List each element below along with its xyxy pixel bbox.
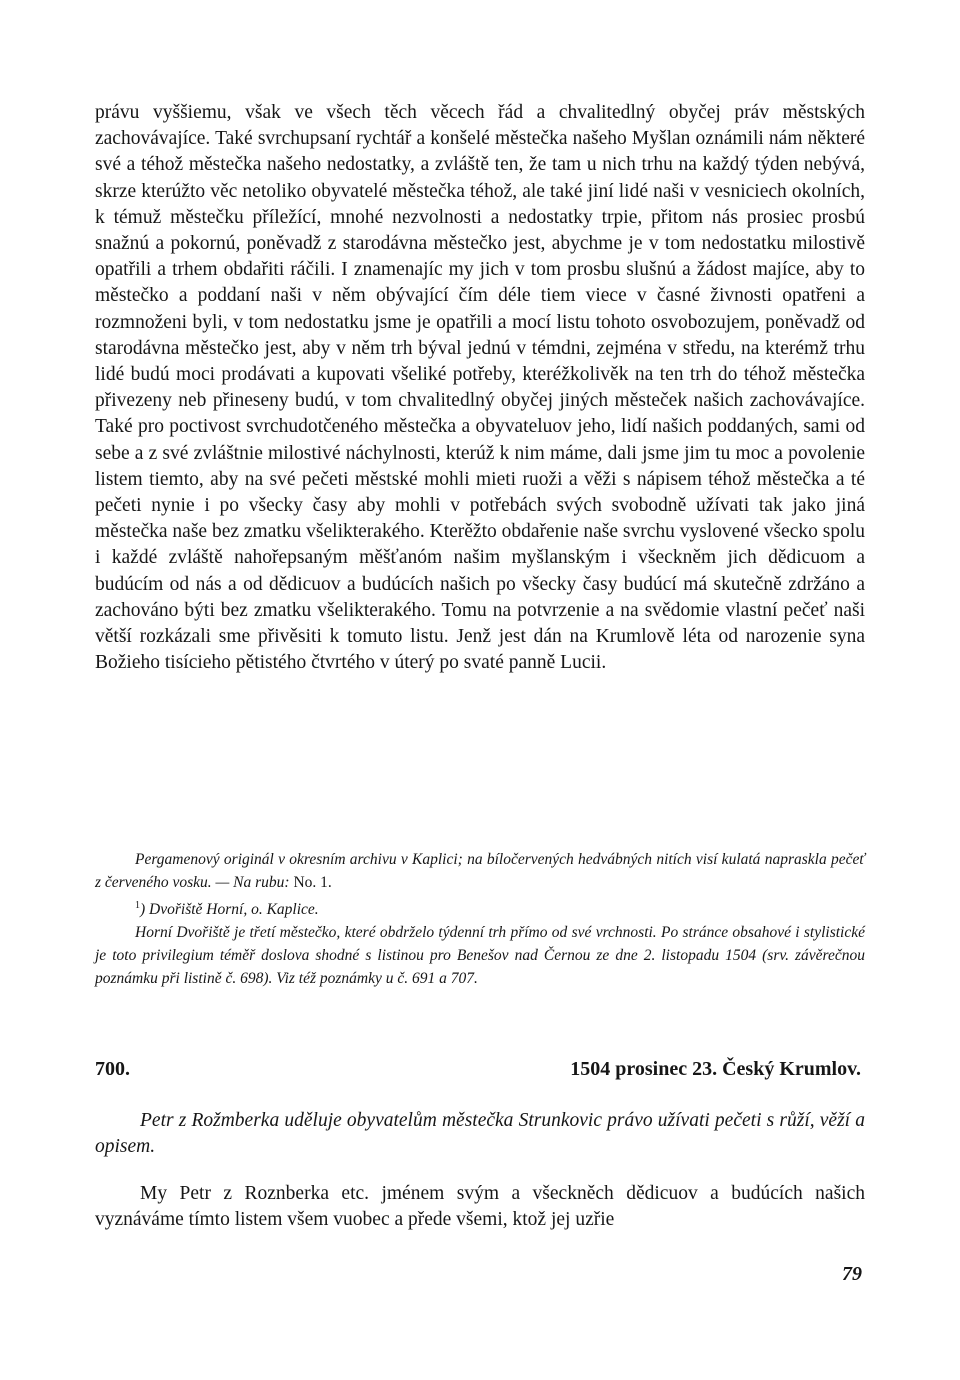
commentary-note: Horní Dvořiště je třetí městečko, které obdrželo týdenní trh přímo od své vrchnosti. Po stránce obsahové i stylistické je toto privilegium téměř doslova shodné s listinou pro Benešov nad Černou ze dne 2. listopadu 1504 (srv. závěrečnou poznámku při listině č. 698). Viz též poznámky u č. 691 a 707. bbox=[95, 924, 865, 988]
document-date-place: 1504 prosinec 23. Český Krumlov. bbox=[570, 1058, 861, 1080]
main-text-block bbox=[95, 100, 865, 676]
source-note bbox=[95, 848, 865, 894]
document-regest: Petr z Rožmberka uděluje obyvatelům městečka Strunkovic právo užívati pečeti s růží, věží a opisem. bbox=[95, 1110, 865, 1157]
main-paragraph: právu vyššiemu, však ve všech těch věcech řád a chvalitedlný obyčej práv městských zachovávajíce. Také svrchupsaní rychtář a konšelé městečka našeho Myšlan oznámili nám některé své a téhož městečka našeho nedostatky, a zvláště ten, že tam u nich trhu na každý týden nebývá, skrze kterúžto věc netoliko obyvatelé městečka téhož, ale také jiní lidé naši v vesniciech okolních, k témuž městečku příležící, mnohé nezvolnosti a nedostatky trpie, přitom nás prosiec prosbú snažnú a pokornú, poněvadž z starodávna městečko jest, abychme je v tom nedostatku milostivě opatřili a trhem obdařiti ráčili. I znamenajíc my jich v tom prosbu slušnú a žádost majíce, aby to městečko a poddaní naši v něm obývající čím déle tiem viece v časné živnosti opatřeni a rozmnoženi byli, v tom nedostatku jsme je opatřili a mocí listu tohoto osvobozujem, poněvadž od starodávna městečko jest, aby v něm trh býval jednú v témdni, zejména v středu, na kterémž trhu lidé budú moci prodávati a kupovati všeliké potřeby, kteréžkolivěk na ten trh do téhož městečka přivezeny neb přineseny budú, v tom chvalitedlný obyčej jiných městeček našich zachovávajíce. Také pro poctivost svrchudotčeného městečka a obyvateluov jeho, lidí našich poddaných, sami od sebe a z své zvláštnie milostivé náchylnosti, kterúž k nim máme, dali jsme jim tu moc a povolenie listem tiemto, aby na své pečeti městské mohli mieti ruoži a věži s nápisem téhož městečka a té pečeti nynie i po všecky časy aby mohli v potřebách svých svobodně užívati tak jako jiná městečka naše bez zmatku všelikterakého. Kterěžto obdařenie naše svrchu vyslovené všecko spolu i každé zvláště nahořepsaným měšťanóm našim myšlanským i všeckněm jich dědicuom a budúcím od nás a od dědicuov a budúcích našich po všecky časy budúcí má skutečně zdržáno a zachováno býti bez zmatku všelikterakého. Tomu na potvrzenie a na svědomie vlastní pečeť naši větší rozkázali sme přivěsiti k tomuto listu. Jenž jest dán na Krumlově léta od narozenie syna Božieho tisícieho pětistého čtvrtého v úterý po svaté panně Lucii. bbox=[95, 102, 865, 674]
footnote-mark: 1 bbox=[135, 900, 140, 911]
document-number: 700. bbox=[95, 1058, 130, 1080]
source-note-italic: Pergamenový originál v okresním archivu v Kaplici; na bíločervených hedvábných nitích visí kulatá napraskla pečeť z červeného vosku. — Na rubu: bbox=[95, 851, 865, 891]
editorial-notes bbox=[95, 848, 865, 990]
source-note-roman: No. 1. bbox=[289, 874, 332, 891]
document-opening-text: My Petr z Roznberka etc. jménem svým a všeckněch dědicuov a budúcích našich vyznáváme tímto listem všem vuobec a přede všemi, ktož jej uzřie bbox=[95, 1183, 865, 1230]
footnote-text: ) Dvořiště Horní, o. Kaplice. bbox=[140, 901, 319, 919]
footnote bbox=[95, 894, 865, 921]
page-number: 79 bbox=[842, 1263, 862, 1285]
